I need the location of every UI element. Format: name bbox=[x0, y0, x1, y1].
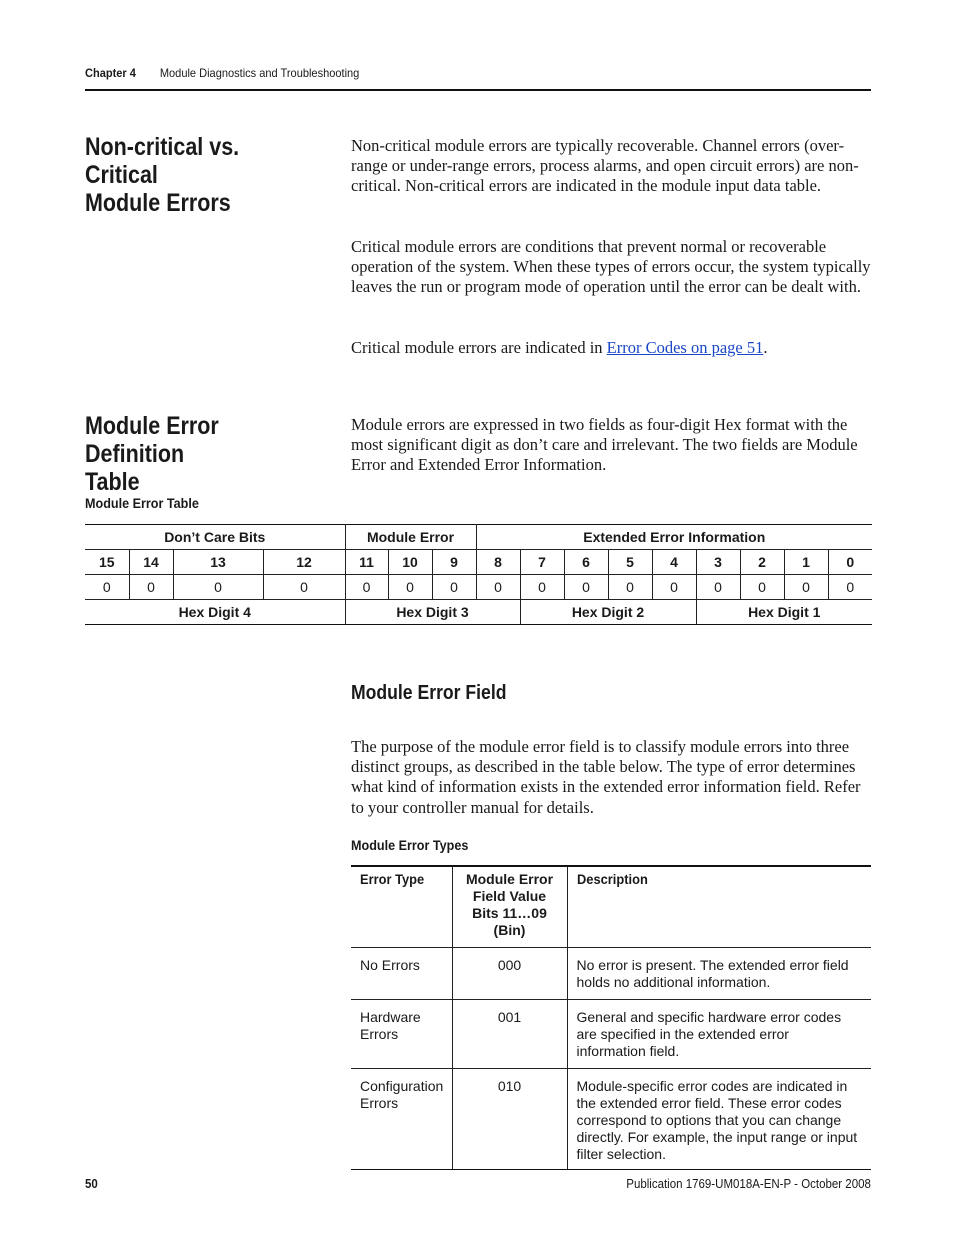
page-number: 50 bbox=[85, 1177, 98, 1191]
col-header-field-value: Module Error Field Value Bits 11…09 (Bin) bbox=[452, 866, 567, 948]
col-header-description: Description bbox=[567, 866, 871, 948]
cell-error-type: Hardware Errors bbox=[351, 1000, 452, 1069]
table-caption-module-error: Module Error Table bbox=[85, 495, 199, 511]
value-cell: 0 bbox=[85, 575, 129, 600]
bit-cell: 1 bbox=[784, 550, 828, 575]
bit-cell: 6 bbox=[564, 550, 608, 575]
hex-digit-4: Hex Digit 4 bbox=[85, 600, 345, 625]
bit-cell: 5 bbox=[608, 550, 652, 575]
bit-cell: 15 bbox=[85, 550, 129, 575]
bit-cell: 4 bbox=[652, 550, 696, 575]
bit-value-row bbox=[85, 575, 872, 600]
cell-description: No error is present. The extended error field holds no additional information. bbox=[567, 948, 871, 1000]
cell-field-value: 010 bbox=[452, 1069, 567, 1170]
publication-info: Publication 1769-UM018A-EN-P - October 2008 bbox=[626, 1177, 871, 1191]
bit-cell: 7 bbox=[520, 550, 564, 575]
value-cell: 0 bbox=[432, 575, 476, 600]
table-caption-error-types: Module Error Types bbox=[351, 837, 469, 853]
value-cell: 0 bbox=[476, 575, 520, 600]
value-cell: 0 bbox=[828, 575, 872, 600]
paragraph-noncritical: Non-critical module errors are typically recoverable. Channel errors (over-range or under-range errors, process alarms, and open circuit errors) are non-critical. Non-critical errors are indicated in the module input data table. bbox=[351, 136, 859, 196]
table-row bbox=[351, 1000, 871, 1069]
value-cell: 0 bbox=[173, 575, 263, 600]
bit-cell: 14 bbox=[129, 550, 173, 575]
value-cell: 0 bbox=[564, 575, 608, 600]
bit-number-row bbox=[85, 550, 872, 575]
chapter-title: Module Diagnostics and Troubleshooting bbox=[159, 66, 360, 80]
bit-cell: 13 bbox=[173, 550, 263, 575]
paragraph-error-codes-ref: Critical module errors are indicated in Error Codes on page 51. bbox=[351, 338, 768, 357]
value-cell: 0 bbox=[696, 575, 740, 600]
group-extended-error: Extended Error Information bbox=[476, 525, 872, 550]
cell-description: General and specific hardware error codes are specified in the extended error information field. bbox=[567, 1000, 871, 1069]
cell-error-type: No Errors bbox=[351, 948, 452, 1000]
section-heading-critical-errors: Non-critical vs. Critical Module Errors bbox=[85, 133, 240, 217]
bit-cell: 11 bbox=[345, 550, 388, 575]
table-row bbox=[351, 948, 871, 1000]
section-heading-definition-table: Module Error Definition Table bbox=[85, 412, 219, 496]
module-error-bit-table bbox=[85, 524, 872, 625]
bit-cell: 8 bbox=[476, 550, 520, 575]
cell-error-type: Configuration Errors bbox=[351, 1069, 452, 1170]
group-dont-care: Don’t Care Bits bbox=[85, 525, 345, 550]
group-header-row bbox=[85, 525, 872, 550]
paragraph-critical: Critical module errors are conditions that prevent normal or recoverable operation of the system. When these types of errors occur, the system typically leaves the run or program mode of operation until the error can be dealt with. bbox=[351, 237, 871, 297]
bit-cell: 0 bbox=[828, 550, 872, 575]
chapter-label: Chapter 4 bbox=[85, 66, 136, 80]
value-cell: 0 bbox=[652, 575, 696, 600]
paragraph-definition: Module errors are expressed in two fields as four-digit Hex format with the most significant digit as don’t care and irrelevant. The two fields are Module Error and Extended Error Information. bbox=[351, 415, 858, 475]
value-cell: 0 bbox=[608, 575, 652, 600]
table-header-row bbox=[351, 866, 871, 948]
col-header-error-type: Error Type bbox=[351, 866, 452, 948]
hex-digit-row bbox=[85, 600, 872, 625]
group-module-error: Module Error bbox=[345, 525, 476, 550]
subsection-heading-module-error-field: Module Error Field bbox=[351, 682, 507, 704]
hex-digit-1: Hex Digit 1 bbox=[696, 600, 872, 625]
value-cell: 0 bbox=[263, 575, 345, 600]
value-cell: 0 bbox=[129, 575, 173, 600]
error-codes-link[interactable]: Error Codes on page 51 bbox=[606, 338, 764, 357]
value-cell: 0 bbox=[740, 575, 784, 600]
cell-field-value: 001 bbox=[452, 1000, 567, 1069]
bit-cell: 2 bbox=[740, 550, 784, 575]
hex-digit-3: Hex Digit 3 bbox=[345, 600, 520, 625]
value-cell: 0 bbox=[784, 575, 828, 600]
value-cell: 0 bbox=[520, 575, 564, 600]
hex-digit-2: Hex Digit 2 bbox=[520, 600, 696, 625]
table-row bbox=[351, 1069, 871, 1170]
cell-description: Module-specific error codes are indicated in the extended error field. These error codes correspond to options that you can change directly. For example, the input range or input filter selection. bbox=[567, 1069, 871, 1170]
paragraph-module-error-field: The purpose of the module error field is to classify module errors into three distinct groups, as described in the table below. The type of error determines what kind of information exists in the extended error information field. Refer to your controller manual for details. bbox=[351, 737, 861, 817]
cell-field-value: 000 bbox=[452, 948, 567, 1000]
bit-cell: 9 bbox=[432, 550, 476, 575]
header-rule bbox=[85, 89, 871, 91]
module-error-types-table bbox=[351, 865, 871, 1170]
bit-cell: 12 bbox=[263, 550, 345, 575]
value-cell: 0 bbox=[388, 575, 432, 600]
bit-cell: 10 bbox=[388, 550, 432, 575]
value-cell: 0 bbox=[345, 575, 388, 600]
bit-cell: 3 bbox=[696, 550, 740, 575]
page-header bbox=[85, 66, 359, 80]
